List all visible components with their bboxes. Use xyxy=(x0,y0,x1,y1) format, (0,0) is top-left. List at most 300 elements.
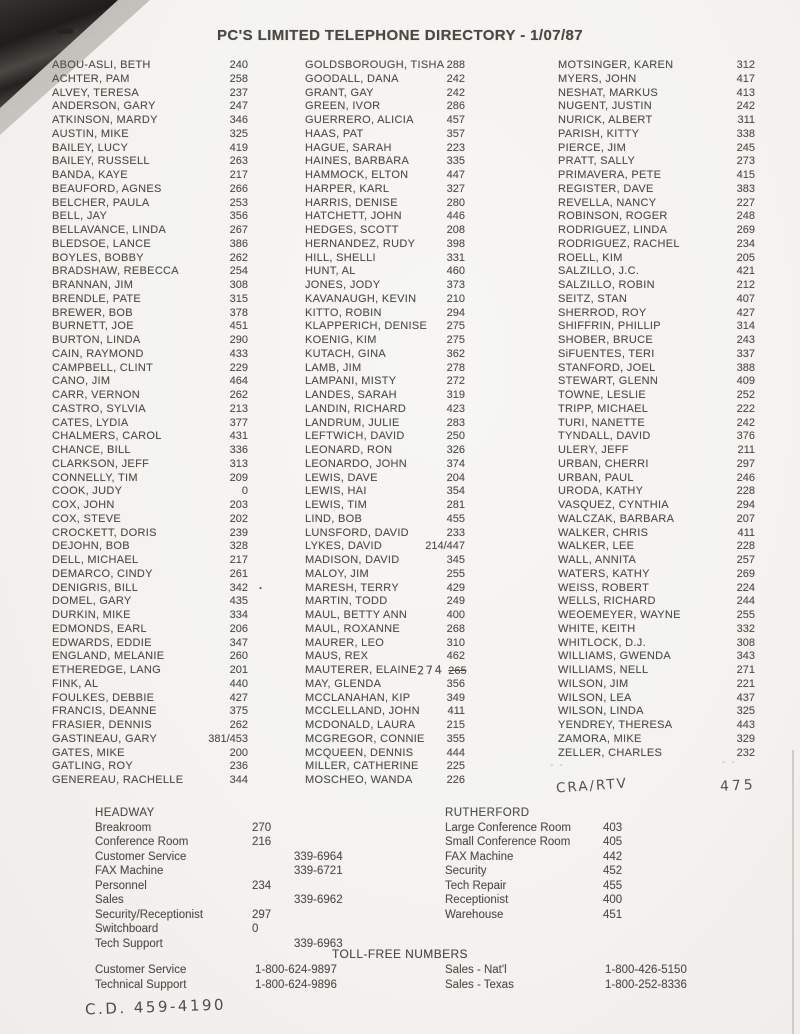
extension-value: 297 xyxy=(736,457,755,470)
extension-value: 419 xyxy=(229,141,248,154)
directory-entry xyxy=(305,472,465,486)
extension-value: 263 xyxy=(229,155,248,168)
extension-number xyxy=(737,747,755,761)
directory-entry xyxy=(52,719,248,733)
facility-label: Security/Receptionist xyxy=(95,908,204,921)
facility-label: FAX Machine xyxy=(95,865,164,878)
directory-entry xyxy=(52,472,248,486)
directory-entry xyxy=(305,568,465,582)
extension-number xyxy=(230,678,248,692)
extension-number xyxy=(737,527,755,541)
directory-entry xyxy=(305,733,465,747)
directory-entry xyxy=(305,224,465,238)
extension-value: 255 xyxy=(736,609,755,621)
extension-number xyxy=(417,664,467,678)
directory-entry xyxy=(52,747,248,761)
extension-number xyxy=(447,458,465,472)
directory-entry xyxy=(558,183,755,197)
person-name: MAUTERER, ELAINE xyxy=(305,664,417,676)
toll-free-label: Sales - Texas xyxy=(445,978,514,991)
directory-entry xyxy=(52,114,248,128)
extension-value: 228 xyxy=(736,485,755,498)
extension-number xyxy=(447,183,465,197)
extension-value: 236 xyxy=(229,760,248,773)
extension-value: 240 xyxy=(229,59,248,71)
person-name: GOLDSBOROUGH, TISHA xyxy=(305,59,445,71)
directory-entry xyxy=(305,499,465,513)
person-name: LEONARD, RON xyxy=(305,444,393,456)
directory-entry xyxy=(305,747,465,761)
extension-number xyxy=(737,252,755,266)
rutherford-section xyxy=(445,806,755,922)
extension-number xyxy=(737,554,755,568)
directory-entry xyxy=(52,678,248,692)
extension-number xyxy=(230,389,248,403)
extension-number xyxy=(737,238,755,252)
extension-number xyxy=(230,265,248,279)
person-name: BOYLES, BOBBY xyxy=(52,251,144,264)
directory-entry xyxy=(558,279,755,293)
extension-value: 269 xyxy=(736,567,755,580)
person-name: URBAN, CHERRI xyxy=(558,457,649,470)
toll-free-number: 1-800-624-9897 xyxy=(255,964,337,976)
facility-row xyxy=(95,908,425,923)
extension-number xyxy=(737,224,755,238)
directory-entry xyxy=(558,307,755,321)
directory-entry xyxy=(558,650,755,664)
directory-entry xyxy=(305,692,465,706)
extension-number xyxy=(230,279,248,293)
directory-entry xyxy=(558,210,755,224)
extension-value: 423 xyxy=(446,402,465,415)
facility-phone: 339-6964 xyxy=(294,850,343,863)
extension-value: 204 xyxy=(446,471,465,484)
extension-value: 374 xyxy=(446,457,465,470)
person-name: REGISTER, DAVE xyxy=(558,182,654,195)
extension-number xyxy=(447,719,465,733)
directory-entry xyxy=(305,307,465,321)
extension-number xyxy=(447,128,465,142)
directory-entry xyxy=(305,348,465,362)
directory-entry xyxy=(305,540,465,554)
directory-entry xyxy=(558,87,755,101)
facility-extension: 403 xyxy=(603,821,623,834)
person-name: GATES, MIKE xyxy=(52,746,125,759)
directory-entry xyxy=(558,362,755,376)
extension-value: 217 xyxy=(229,554,248,566)
directory-entry xyxy=(558,637,755,651)
directory-entry xyxy=(305,527,465,541)
extension-number xyxy=(737,293,755,307)
extension-value: 344 xyxy=(229,774,248,786)
directory-entry xyxy=(558,265,755,279)
directory-column-3 xyxy=(558,59,755,760)
person-name: PARISH, KITTY xyxy=(558,127,640,140)
facility-phone xyxy=(294,922,425,937)
extension-value: 207 xyxy=(736,512,755,525)
extension-value: 383 xyxy=(736,182,755,195)
extension-value: 446 xyxy=(446,210,465,223)
extension-number xyxy=(447,485,465,499)
person-name: BANDA, KAYE xyxy=(52,169,128,181)
directory-entry xyxy=(558,197,755,211)
person-name: BLEDSOE, LANCE xyxy=(52,237,151,250)
extension-value: 314 xyxy=(736,320,755,333)
extension-value: 388 xyxy=(736,361,755,374)
extension-number xyxy=(737,320,755,334)
directory-entry xyxy=(305,637,465,651)
extension-number xyxy=(737,430,755,444)
extension-value: 345 xyxy=(446,554,465,566)
directory-entry xyxy=(305,554,465,568)
extension-value: 462 xyxy=(446,650,465,663)
directory-entry xyxy=(52,568,248,582)
person-name: CLARKSON, JEFF xyxy=(52,457,150,470)
extension-value: 200 xyxy=(229,746,248,759)
person-name: MAUS, REX xyxy=(305,650,369,663)
extension-value: 294 xyxy=(736,499,755,511)
extension-number xyxy=(737,458,755,472)
person-name: NURICK, ALBERT xyxy=(558,114,653,126)
person-name: WEISS, ROBERT xyxy=(558,581,650,594)
directory-entry xyxy=(558,582,755,596)
extension-value: 286 xyxy=(446,100,465,113)
directory-entry xyxy=(52,375,248,389)
person-name: GENEREAU, RACHELLE xyxy=(52,774,184,786)
person-name: DEMARCO, CINDY xyxy=(52,567,153,580)
extension-number xyxy=(737,692,755,706)
extension-value: 308 xyxy=(736,636,755,649)
person-name: MAY, GLENDA xyxy=(305,677,382,690)
extension-number xyxy=(230,73,248,87)
extension-value: 356 xyxy=(229,210,248,223)
person-name: HUNT, AL xyxy=(305,265,356,278)
person-name: ATKINSON, MARDY xyxy=(52,114,158,126)
directory-entry xyxy=(558,458,755,472)
person-name: WALL, ANNITA xyxy=(558,554,637,566)
directory-entry xyxy=(52,444,248,458)
extension-value: 211 xyxy=(737,444,755,456)
extension-number xyxy=(447,114,465,128)
extension-number xyxy=(447,705,465,719)
facility-label: Customer Service xyxy=(95,850,187,863)
directory-entry xyxy=(558,169,755,183)
facility-label: Tech Support xyxy=(95,937,163,950)
extension-number xyxy=(447,224,465,238)
extension-number xyxy=(737,678,755,692)
extension-value: 254 xyxy=(229,265,248,278)
extension-value: 398 xyxy=(446,237,465,250)
extension-number xyxy=(737,348,755,362)
extension-value: 308 xyxy=(229,279,248,291)
extension-value: 260 xyxy=(229,650,248,663)
facility-row xyxy=(445,893,755,908)
extension-value: 234 xyxy=(736,237,755,250)
person-name: ALVEY, TERESA xyxy=(52,86,140,99)
extension-number xyxy=(230,760,248,774)
facility-label: Security xyxy=(445,865,487,878)
directory-entry xyxy=(52,540,248,554)
person-name: ETHEREDGE, LANG xyxy=(52,664,162,676)
extension-value: 377 xyxy=(229,416,248,429)
extension-number xyxy=(447,279,465,293)
extension-number xyxy=(737,417,755,431)
extension-number xyxy=(447,73,465,87)
toll-free-heading: TOLL-FREE NUMBERS xyxy=(332,947,468,961)
toll-free-label: Technical Support xyxy=(95,978,187,991)
person-name: FRASIER, DENNIS xyxy=(52,719,152,731)
directory-entry xyxy=(52,197,248,211)
directory-entry xyxy=(52,389,248,403)
extension-number xyxy=(230,499,248,513)
person-name: WELLS, RICHARD xyxy=(558,595,656,608)
person-name: WILSON, JIM xyxy=(558,677,629,690)
extension-value: 232 xyxy=(736,746,755,759)
extension-number xyxy=(737,87,755,101)
extension-number xyxy=(230,705,248,719)
person-name: WILSON, LINDA xyxy=(558,705,644,718)
person-name: BELCHER, PAULA xyxy=(52,196,150,209)
directory-entry xyxy=(558,472,755,486)
person-name: CARR, VERNON xyxy=(52,389,140,401)
person-name: EDWARDS, EDDIE xyxy=(52,636,152,649)
person-name: EDMONDS, EARL xyxy=(52,622,147,635)
person-name: WALKER, LEE xyxy=(558,540,635,553)
extension-number xyxy=(230,430,248,444)
extension-number xyxy=(230,197,248,211)
extension-number xyxy=(230,513,248,527)
extension-number xyxy=(737,499,755,513)
person-name: WILLIAMS, NELL xyxy=(558,664,649,676)
facility-row xyxy=(445,864,755,879)
extension-value: 271 xyxy=(736,664,755,676)
person-name: BAILEY, RUSSELL xyxy=(52,155,150,168)
person-name: NUGENT, JUSTIN xyxy=(558,100,653,113)
extension-value: 355 xyxy=(446,732,465,745)
directory-entry xyxy=(52,128,248,142)
extension-value: 206 xyxy=(229,622,248,635)
extension-value: 201 xyxy=(229,664,248,676)
person-name: CANO, JIM xyxy=(52,375,111,388)
extension-number xyxy=(737,128,755,142)
person-name: MOTSINGER, KAREN xyxy=(558,59,674,71)
directory-entry xyxy=(305,760,465,774)
extension-value: 319 xyxy=(446,389,465,401)
facility-row xyxy=(95,850,425,865)
person-name: URBAN, PAUL xyxy=(558,471,634,484)
directory-entry xyxy=(305,142,465,156)
extension-value: 373 xyxy=(446,279,465,291)
extension-number xyxy=(230,595,248,609)
person-name: LUNSFORD, DAVID xyxy=(305,526,409,539)
facility-row xyxy=(95,893,425,908)
directory-entry xyxy=(52,485,248,499)
extension-number xyxy=(230,307,248,321)
person-name: MCCLANAHAN, KIP xyxy=(305,691,411,704)
extension-value: 225 xyxy=(446,760,465,773)
extension-value: 0 xyxy=(241,485,248,498)
directory-entry xyxy=(558,320,755,334)
person-name: LANDES, SARAH xyxy=(305,389,397,401)
person-name: LEFTWICH, DAVID xyxy=(305,430,405,443)
extension-value: 239 xyxy=(229,526,248,539)
extension-value: 313 xyxy=(229,457,248,470)
extension-value: 224 xyxy=(736,581,755,594)
person-name: FINK, AL xyxy=(52,677,99,690)
person-name: LEWIS, HAI xyxy=(305,485,367,498)
person-name: WILLIAMS, GWENDA xyxy=(558,650,671,663)
extension-value: 257 xyxy=(736,554,755,566)
toll-free-label: Sales - Nat'l xyxy=(445,964,507,976)
extension-number xyxy=(447,87,465,101)
directory-entry xyxy=(558,348,755,362)
extension-number xyxy=(447,334,465,348)
directory-entry xyxy=(558,719,755,733)
directory-entry xyxy=(558,527,755,541)
extension-value: 451 xyxy=(229,320,248,333)
extension-number xyxy=(230,155,248,169)
extension-value: 202 xyxy=(229,512,248,525)
extension-value: 269 xyxy=(736,224,755,236)
extension-value: 228 xyxy=(736,540,755,553)
person-name: ZAMORA, MIKE xyxy=(558,732,642,745)
extension-value: 311 xyxy=(737,114,755,126)
facility-extension: 405 xyxy=(603,836,623,849)
extension-value: 255 xyxy=(446,567,465,580)
extension-number xyxy=(230,637,248,651)
directory-entry xyxy=(558,623,755,637)
extension-number xyxy=(447,155,465,169)
person-name: MCGREGOR, CONNIE xyxy=(305,732,425,745)
directory-entry xyxy=(558,568,755,582)
facility-label: Personnel xyxy=(95,879,147,892)
directory-entry xyxy=(305,582,465,596)
extension-value: 261 xyxy=(229,567,248,580)
extension-value: 332 xyxy=(736,622,755,635)
facility-label: Switchboard xyxy=(95,923,159,936)
extension-value: 464 xyxy=(229,375,248,388)
facility-row xyxy=(95,835,425,850)
person-name: KITTO, ROBIN xyxy=(305,306,382,319)
person-name: MAUL, ROXANNE xyxy=(305,622,400,635)
directory-entry xyxy=(52,527,248,541)
directory-entry xyxy=(558,293,755,307)
extension-number xyxy=(230,472,248,486)
extension-number xyxy=(737,59,755,73)
person-name: LEONARDO, JOHN xyxy=(305,457,407,470)
extension-number xyxy=(737,472,755,486)
directory-entry xyxy=(558,595,755,609)
extension-number xyxy=(737,389,755,403)
extension-number xyxy=(447,568,465,582)
directory-entry xyxy=(305,238,465,252)
directory-entry xyxy=(52,554,248,568)
directory-entry xyxy=(52,664,248,678)
extension-number xyxy=(230,100,248,114)
directory-entry xyxy=(52,183,248,197)
extension-value: 250 xyxy=(446,430,465,443)
toll-free-rows xyxy=(95,963,725,993)
extension-value: 354 xyxy=(446,485,465,498)
extension-number xyxy=(447,389,465,403)
facility-label: Conference Room xyxy=(95,836,189,849)
directory-entry xyxy=(558,59,755,73)
extension-number xyxy=(737,733,755,747)
extension-value: 335 xyxy=(446,155,465,168)
extension-value: 413 xyxy=(736,86,755,99)
person-name: GOODALL, DANA xyxy=(305,72,399,85)
facility-label: Large Conference Room xyxy=(445,821,571,834)
extension-number xyxy=(230,444,248,458)
directory-entry xyxy=(305,719,465,733)
extension-value: 266 xyxy=(229,182,248,195)
facility-extension xyxy=(252,864,294,879)
extension-value: 210 xyxy=(446,292,465,305)
extension-number xyxy=(737,637,755,651)
directory-entry xyxy=(305,485,465,499)
extension-number xyxy=(230,375,248,389)
directory-entry xyxy=(305,458,465,472)
person-name: LANDIN, RICHARD xyxy=(305,402,407,415)
directory-entry xyxy=(558,334,755,348)
person-name: MYERS, JOHN xyxy=(558,72,637,85)
directory-entry xyxy=(52,362,248,376)
person-name: SEITZ, STAN xyxy=(558,292,628,305)
extension-number xyxy=(230,554,248,568)
extension-value: 375 xyxy=(229,705,248,718)
person-name: HERNANDEZ, RUDY xyxy=(305,237,416,250)
directory-entry xyxy=(305,114,465,128)
person-name: MOSCHEO, WANDA xyxy=(305,774,413,786)
extension-number xyxy=(447,252,465,266)
directory-entry xyxy=(305,362,465,376)
extension-number xyxy=(737,568,755,582)
extension-number xyxy=(447,499,465,513)
person-name: COX, STEVE xyxy=(52,512,122,525)
extension-value: 334 xyxy=(229,609,248,621)
extension-number xyxy=(230,362,248,376)
person-name: KAVANAUGH, KEVIN xyxy=(305,292,417,305)
extension-number xyxy=(230,458,248,472)
person-name: GREEN, IVOR xyxy=(305,100,381,113)
toll-free-row xyxy=(95,963,725,978)
extension-value: 288 xyxy=(446,59,465,71)
extension-value: 325 xyxy=(229,127,248,140)
person-name: LIND, BOB xyxy=(305,512,363,525)
person-name: LEWIS, DAVE xyxy=(305,471,378,484)
person-name: MAURER, LEO xyxy=(305,636,385,649)
directory-entry xyxy=(52,733,248,747)
facility-phone xyxy=(294,879,425,894)
directory-entry xyxy=(305,265,465,279)
extension-number xyxy=(447,595,465,609)
extension-number xyxy=(230,417,248,431)
directory-entry xyxy=(558,609,755,623)
person-name: DENIGRIS, BILL xyxy=(52,581,139,594)
directory-entry xyxy=(558,73,755,87)
toll-free-number: 1-800-252-8336 xyxy=(605,978,687,991)
extension-value: 221 xyxy=(736,677,755,690)
extension-value: 280 xyxy=(446,196,465,209)
extension-number xyxy=(230,252,248,266)
person-name: SHOBER, BRUCE xyxy=(558,334,653,346)
directory-entry xyxy=(52,623,248,637)
extension-number xyxy=(447,265,465,279)
extension-value: 400 xyxy=(446,609,465,621)
directory-entry xyxy=(52,238,248,252)
person-name: HATCHETT, JOHN xyxy=(305,210,402,223)
headway-section xyxy=(95,806,425,951)
